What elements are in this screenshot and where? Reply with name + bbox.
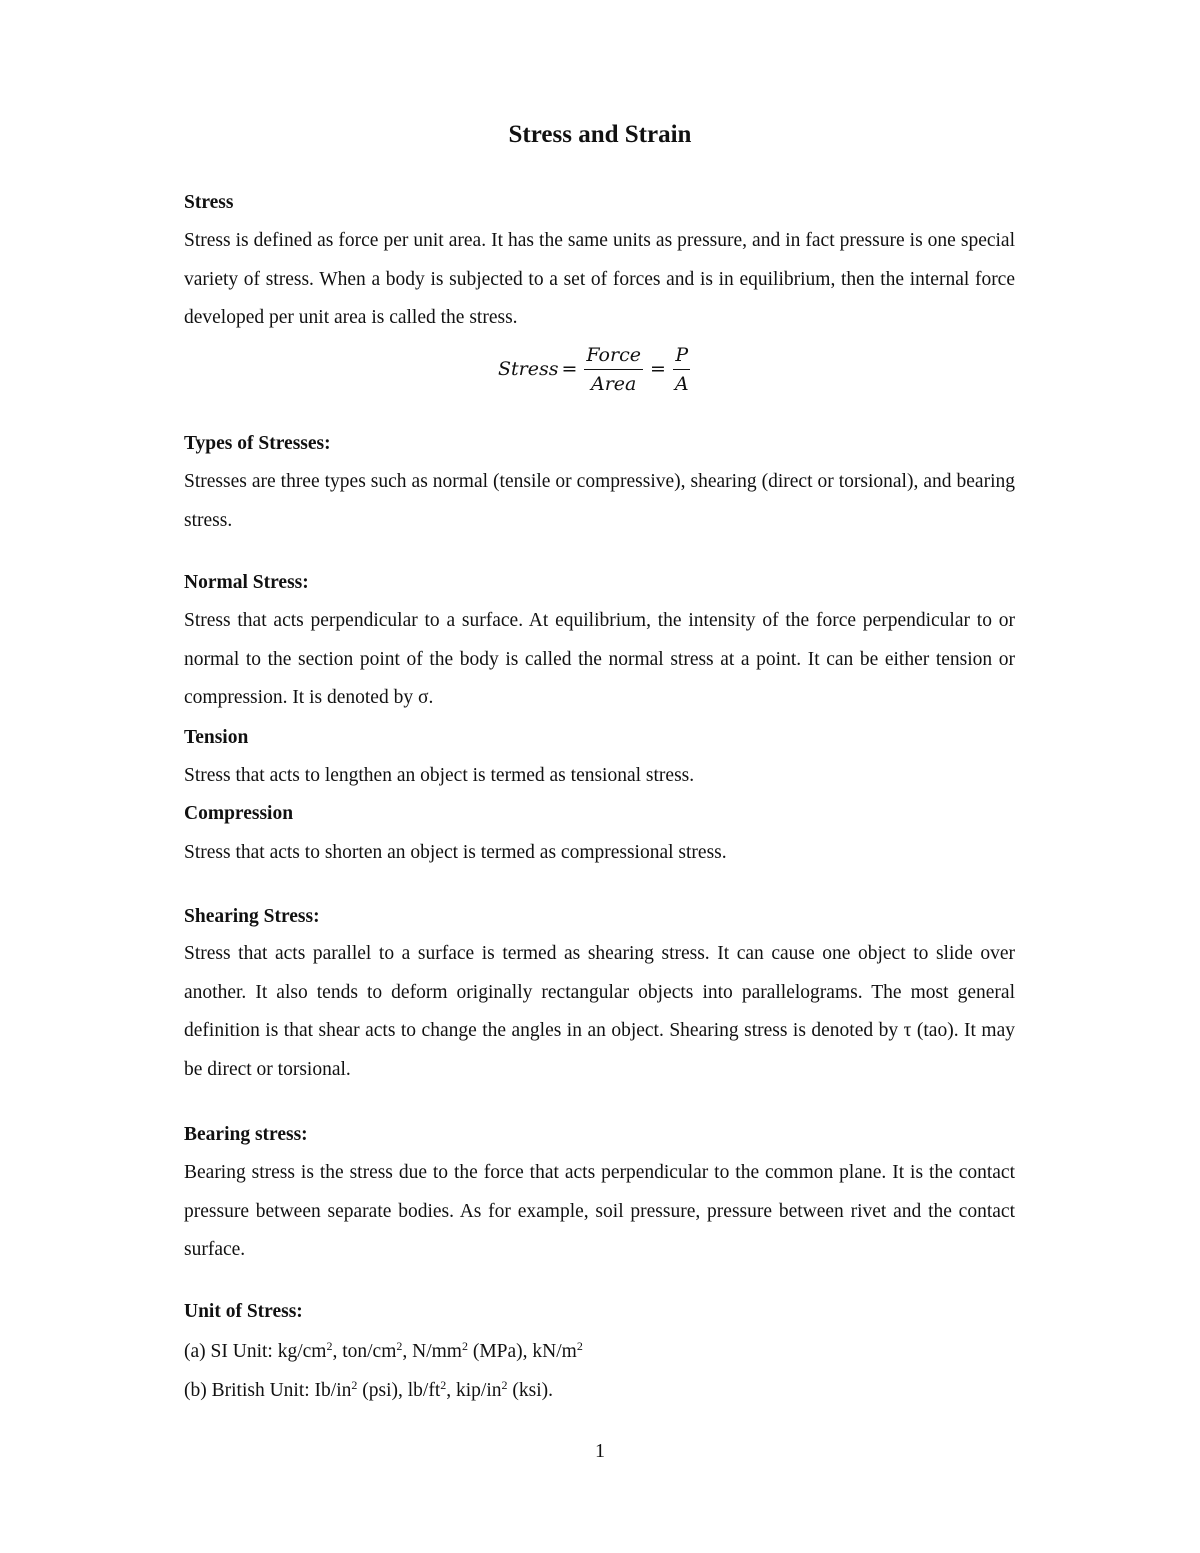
si-unit-3: N/mm — [412, 1341, 462, 1362]
stress-formula — [498, 340, 695, 398]
page-title: Stress and Strain — [508, 121, 692, 148]
normal-stress-heading: Normal Stress: — [184, 572, 309, 593]
british-separator-2: , — [446, 1380, 457, 1401]
british-unit-2: lb/ft — [407, 1380, 441, 1401]
fraction-denominator-a: A — [674, 372, 689, 395]
shearing-stress-paragraph: Stress that acts parallel to a surface is termed as shearing stress. It can cause one object to slide over another. It also tends to deform originally rectangular objects into parallelograms. The most general definition is that shear acts to change the angles in an object. Shearing stress is denoted by τ (tao). It may be direct or torsional. — [184, 943, 1015, 1080]
compression-paragraph: Stress that acts to shorten an object is termed as compressional stress. — [184, 842, 727, 863]
shearing-stress-heading: Shearing Stress: — [184, 906, 320, 927]
british-unit-line — [184, 1377, 553, 1405]
si-unit-label: (a) SI Unit: — [184, 1341, 278, 1362]
si-unit-2-exponent: 2 — [396, 1339, 403, 1353]
si-unit-2: ton/cm — [342, 1341, 397, 1362]
si-unit-3-exponent: 2 — [461, 1339, 468, 1353]
si-separator-2: , — [402, 1341, 413, 1362]
formula-lhs: Stress — [498, 358, 559, 380]
si-unit-3-suffix: (MPa), — [467, 1341, 533, 1362]
tension-heading: Tension — [184, 727, 249, 748]
p-over-a-fraction — [673, 343, 691, 396]
types-heading: Types of Stresses: — [184, 433, 331, 454]
bearing-stress-heading: Bearing stress: — [184, 1124, 308, 1145]
normal-stress-paragraph: Stress that acts perpendicular to a surface. At equilibrium, the intensity of the force perpendicular to or normal to the section point of the body is called the normal stress at a point. It can be either tension or compression. It is denoted by σ. — [184, 610, 1015, 709]
british-unit-3-exponent: 2 — [501, 1378, 508, 1392]
si-separator-1: , — [332, 1341, 343, 1362]
british-unit-3: kip/in — [456, 1380, 502, 1401]
formula-equals-2: = — [649, 358, 666, 380]
si-unit-4-exponent: 2 — [576, 1339, 583, 1353]
british-unit-3-suffix: (ksi). — [507, 1380, 554, 1401]
unit-of-stress-heading: Unit of Stress: — [184, 1301, 303, 1322]
si-unit-1-exponent: 2 — [326, 1339, 333, 1353]
force-over-area-fraction — [584, 343, 643, 396]
british-unit-1-exponent: 2 — [351, 1378, 358, 1392]
fraction-numerator-p: P — [673, 343, 690, 370]
page-number: 1 — [595, 1440, 605, 1462]
british-unit-2-exponent: 2 — [440, 1378, 447, 1392]
stress-heading: Stress — [184, 192, 234, 213]
british-unit-1: Ib/in — [314, 1380, 352, 1401]
si-unit-4: kN/m — [532, 1341, 577, 1362]
bearing-stress-paragraph: Bearing stress is the stress due to the force that acts perpendicular to the common plane. It is the contact pressure between separate bodies. As for example, soil pressure, pressure between rivet and the contact surface. — [184, 1162, 1015, 1261]
si-unit-line — [184, 1338, 583, 1366]
british-unit-1-suffix: (psi), — [357, 1380, 408, 1401]
formula-equals-1: = — [561, 358, 578, 380]
fraction-denominator-area: Area — [590, 372, 637, 395]
stress-paragraph: Stress is defined as force per unit area. It has the same units as pressure, and in fact pressure is one special variety of stress. When a body is subjected to a set of forces and is in equilibrium, then the internal force developed per unit area is called the stress. — [184, 230, 1015, 329]
types-paragraph: Stresses are three types such as normal (tensile or compressive), shearing (direct or torsional), and bearing stress. — [184, 471, 1015, 531]
tension-paragraph: Stress that acts to lengthen an object is termed as tensional stress. — [184, 765, 695, 786]
si-unit-1: kg/cm — [277, 1341, 327, 1362]
compression-heading: Compression — [184, 803, 294, 824]
british-unit-label: (b) British Unit: — [184, 1380, 315, 1401]
fraction-numerator-force: Force — [584, 343, 643, 370]
